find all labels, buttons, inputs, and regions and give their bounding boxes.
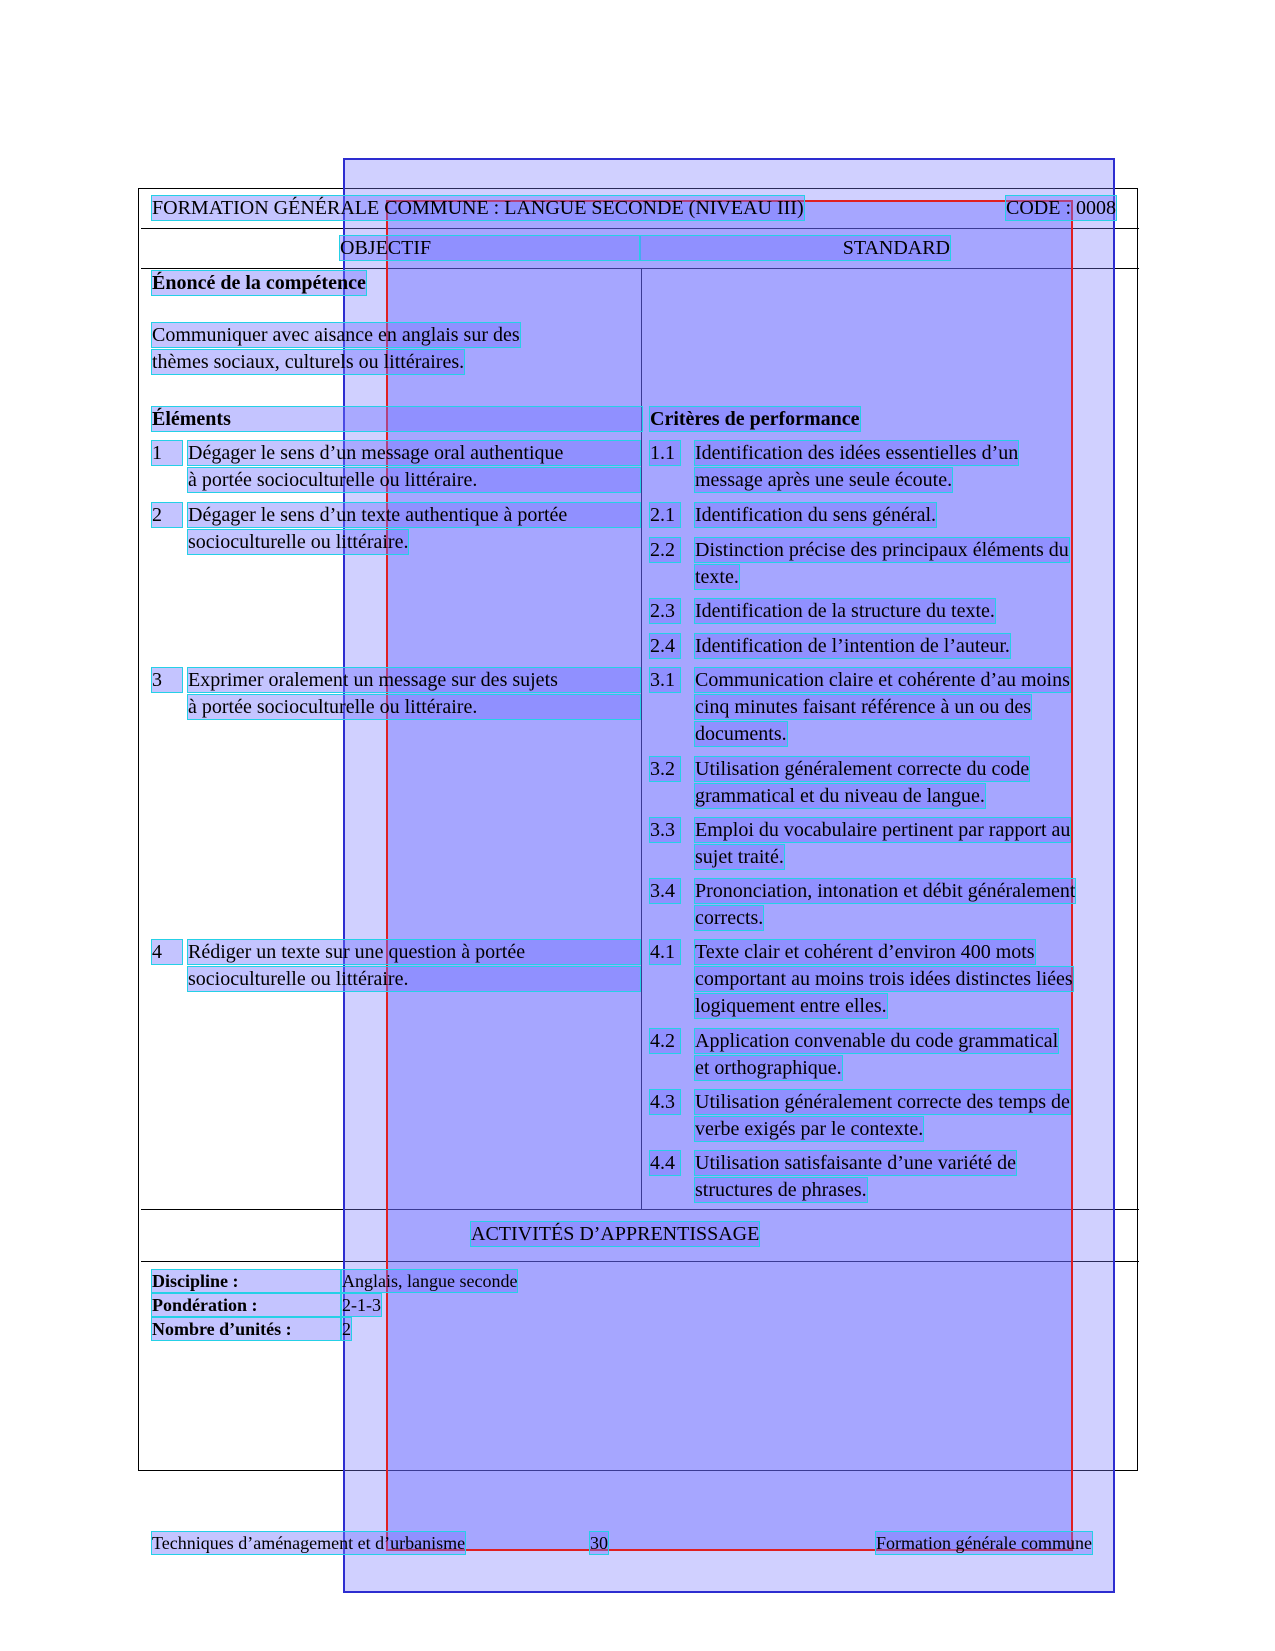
enonce-line-1: Communiquer avec aisance en anglais sur des	[152, 324, 520, 346]
criterion-line: comportant au moins trois idées distinctes liées	[695, 968, 1073, 990]
criterion-line: cinq minutes faisant référence à un ou des	[695, 696, 1031, 718]
criterion-line: Communication claire et cohérente d’au moins	[695, 669, 1070, 691]
criterion-line: Utilisation généralement correcte du code	[695, 758, 1030, 780]
criterion-line: documents.	[695, 723, 787, 745]
element-number: 2	[152, 503, 182, 527]
element-line: Rédiger un texte sur une question à portée	[188, 940, 640, 964]
overlay-inner-region	[386, 200, 1076, 1551]
criterion-line: Identification des idées essentielles d’un	[695, 442, 1019, 464]
criterion-line: Distinction précise des principaux éléments du	[695, 539, 1069, 561]
criterion-line: Utilisation satisfaisante d’une variété de	[695, 1152, 1017, 1174]
ponderation-label: Pondération :	[152, 1294, 340, 1316]
discipline-label: Discipline :	[152, 1270, 340, 1292]
ponderation-value: 2-1-3	[342, 1295, 381, 1315]
footer-page-number: 30	[590, 1533, 608, 1553]
criterion-number: 4.3	[650, 1090, 680, 1114]
criterion-line: corrects.	[695, 907, 764, 929]
criterion-line: Texte clair et cohérent d’environ 400 mots	[695, 941, 1035, 963]
criterion-line: et orthographique.	[695, 1057, 842, 1079]
criterion-number: 4.4	[650, 1151, 680, 1175]
footer-section: Formation générale commune	[876, 1533, 1092, 1553]
element-line: Dégager le sens d’un texte authentique à portée	[188, 503, 640, 527]
element-line: à portée socioculturelle ou littéraire.	[188, 468, 640, 492]
criterion-number: 3.3	[650, 818, 680, 842]
criterion-number: 2.1	[650, 503, 680, 527]
criterion-number: 4.2	[650, 1029, 680, 1053]
criterion-number: 3.1	[650, 668, 680, 692]
criterion-line: Identification de l’intention de l’auteur.	[695, 635, 1010, 657]
element-number: 4	[152, 940, 182, 964]
criterion-line: Application convenable du code grammatical	[695, 1030, 1059, 1052]
form-code: CODE : 0008	[1006, 197, 1116, 219]
criterion-number: 2.3	[650, 599, 680, 623]
unites-value: 2	[342, 1319, 351, 1339]
criterion-number: 3.4	[650, 879, 680, 903]
criterion-number: 3.2	[650, 757, 680, 781]
column-objectif: OBJECTIF	[340, 236, 640, 260]
criterion-number: 2.4	[650, 634, 680, 658]
criterion-number: 4.1	[650, 940, 680, 964]
criterion-line: Emploi du vocabulaire pertinent par rapport au	[695, 819, 1071, 841]
element-line: socioculturelle ou littéraire.	[188, 967, 640, 991]
criterion-number: 1.1	[650, 441, 680, 465]
criterion-line: texte.	[695, 566, 739, 588]
enonce-heading: Énoncé de la compétence	[152, 272, 366, 294]
form-title: FORMATION GÉNÉRALE COMMUNE : LANGUE SECONDE (NIVEAU III)	[152, 197, 804, 219]
column-standard: STANDARD	[640, 236, 950, 260]
enonce-line-2: thèmes sociaux, culturels ou littéraires.	[152, 351, 465, 373]
criterion-line: Prononciation, intonation et débit généralement	[695, 880, 1076, 902]
criterion-line: structures de phrases.	[695, 1179, 867, 1201]
element-line: à portée socioculturelle ou littéraire.	[188, 695, 640, 719]
elements-heading: Éléments	[152, 407, 642, 431]
criterion-line: Identification de la structure du texte.	[695, 600, 995, 622]
element-line: Dégager le sens d’un message oral authentique	[188, 441, 640, 465]
activities-heading: ACTIVITÉS D’APPRENTISSAGE	[471, 1223, 760, 1245]
criterion-line: Utilisation généralement correcte des temps de	[695, 1091, 1070, 1113]
criterion-line: Identification du sens général.	[695, 504, 937, 526]
element-number: 1	[152, 441, 182, 465]
criterion-line: grammatical et du niveau de langue.	[695, 785, 985, 807]
element-line: socioculturelle ou littéraire.	[188, 531, 409, 553]
unites-label: Nombre d’unités :	[152, 1318, 340, 1340]
criterion-number: 2.2	[650, 538, 680, 562]
discipline-value: Anglais, langue seconde	[342, 1271, 518, 1291]
criteres-heading: Critères de performance	[650, 408, 860, 430]
criterion-line: logiquement entre elles.	[695, 995, 887, 1017]
footer-program: Techniques d’aménagement et d’urbanisme	[152, 1533, 466, 1553]
criterion-line: sujet traité.	[695, 846, 784, 868]
element-line: Exprimer oralement un message sur des sujets	[188, 668, 640, 692]
element-number: 3	[152, 668, 182, 692]
criterion-line: verbe exigés par le contexte.	[695, 1118, 924, 1140]
criterion-line: message après une seule écoute.	[695, 469, 953, 491]
